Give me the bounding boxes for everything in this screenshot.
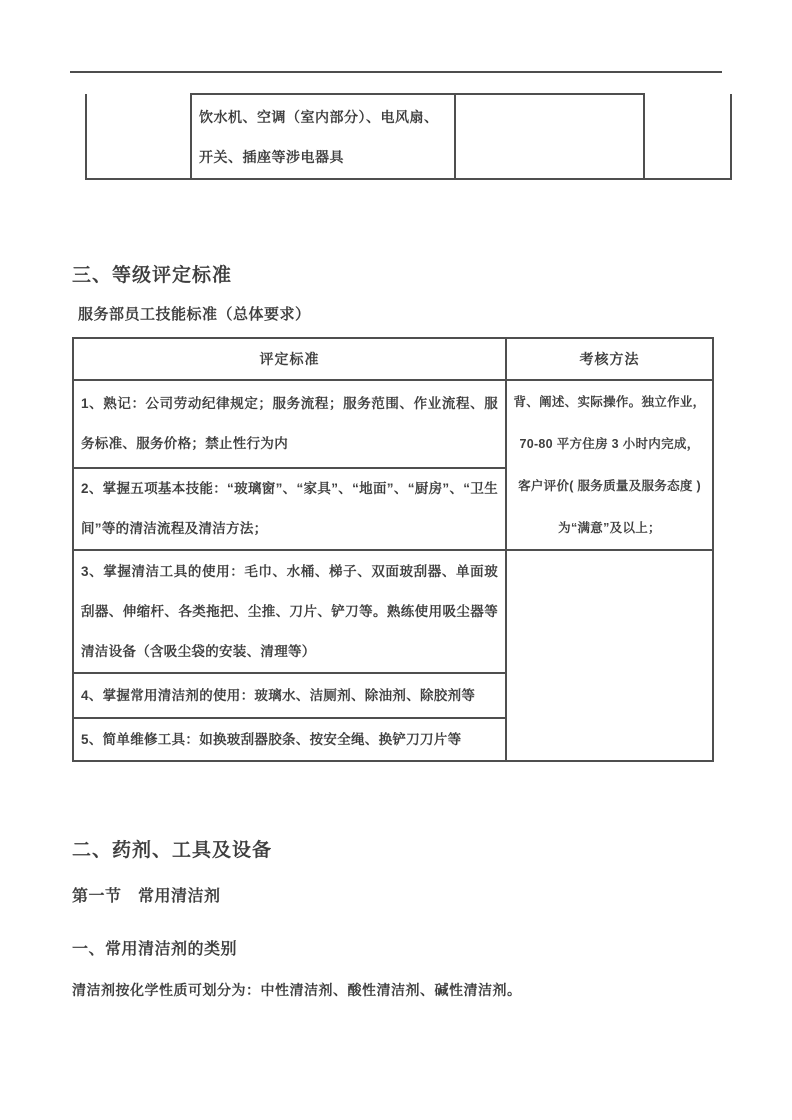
page-header-rule bbox=[70, 71, 722, 73]
skills-standard-table bbox=[72, 337, 714, 762]
body-text-cleaner-classification: 清洁剂按化学性质可划分为：中性清洁剂、酸性清洁剂、碱性清洁剂。 bbox=[72, 982, 522, 998]
assessment-empty-cell bbox=[506, 550, 713, 761]
criteria-cell-4: 4、掌握常用清洁剂的使用：玻璃水、洁厕剂、除油剂、除胶剂等 bbox=[73, 673, 506, 718]
section-heading-agents-tools: 二、药剂、工具及设备 bbox=[72, 840, 273, 861]
table-row bbox=[86, 94, 731, 179]
column-header-method: 考核方法 bbox=[506, 338, 713, 380]
assessment-method-cell bbox=[506, 380, 713, 550]
table-row bbox=[73, 550, 713, 673]
table-row bbox=[73, 380, 713, 468]
cell-text-line: 开关、插座等涉电器具 bbox=[199, 148, 344, 165]
cell-text-line: 饮水机、空调（室内部分）、电风扇、 bbox=[199, 108, 439, 125]
assessment-line: 70-80 平方住房 3 小时内完成， bbox=[519, 437, 700, 451]
criteria-cell-1: 1、熟记：公司劳动纪律规定；服务流程；服务范围、作业流程、服务标准、服务价格；禁止性行为内 bbox=[73, 380, 506, 468]
section-heading-grading-standard: 三、等级评定标准 bbox=[72, 265, 233, 286]
criteria-cell-5: 5、简单维修工具：如换玻刮器胶条、按安全绳、换铲刀刀片等 bbox=[73, 718, 506, 761]
table-header-row bbox=[73, 338, 713, 380]
assessment-line: 客户评价( 服务质量及服务态度 ) bbox=[518, 479, 701, 493]
continuation-cell-empty-right bbox=[644, 94, 731, 179]
criteria-cell-2: 2、掌握五项基本技能：“玻璃窗”、“家具”、“地面”、“厨房”、“卫生间”等的清洁流程及清洁方法； bbox=[73, 468, 506, 550]
column-header-criteria: 评定标准 bbox=[73, 338, 506, 380]
continuation-cell-empty-left bbox=[86, 94, 191, 179]
assessment-line: 背、阐述、实际操作。独立作业， bbox=[513, 395, 706, 409]
continuation-table bbox=[85, 93, 732, 180]
subsection-heading-common-cleaners: 第一节 常用清洁剂 bbox=[72, 888, 221, 905]
assessment-line: 为“满意”及以上； bbox=[558, 521, 661, 535]
continuation-cell-empty-middle bbox=[455, 94, 644, 179]
criteria-cell-3: 3、掌握清洁工具的使用：毛巾、水桶、梯子、双面玻刮器、单面玻刮器、伸缩杆、各类拖把、尘推、刀片、铲刀等。熟练使用吸尘器等清洁设备（含吸尘袋的安装、清理等） bbox=[73, 550, 506, 673]
table-caption-skill-standard: 服务部员工技能标准（总体要求） bbox=[78, 306, 311, 323]
subsection-heading-cleaner-categories: 一、常用清洁剂的类别 bbox=[72, 941, 238, 958]
continuation-cell-appliances bbox=[191, 94, 455, 179]
